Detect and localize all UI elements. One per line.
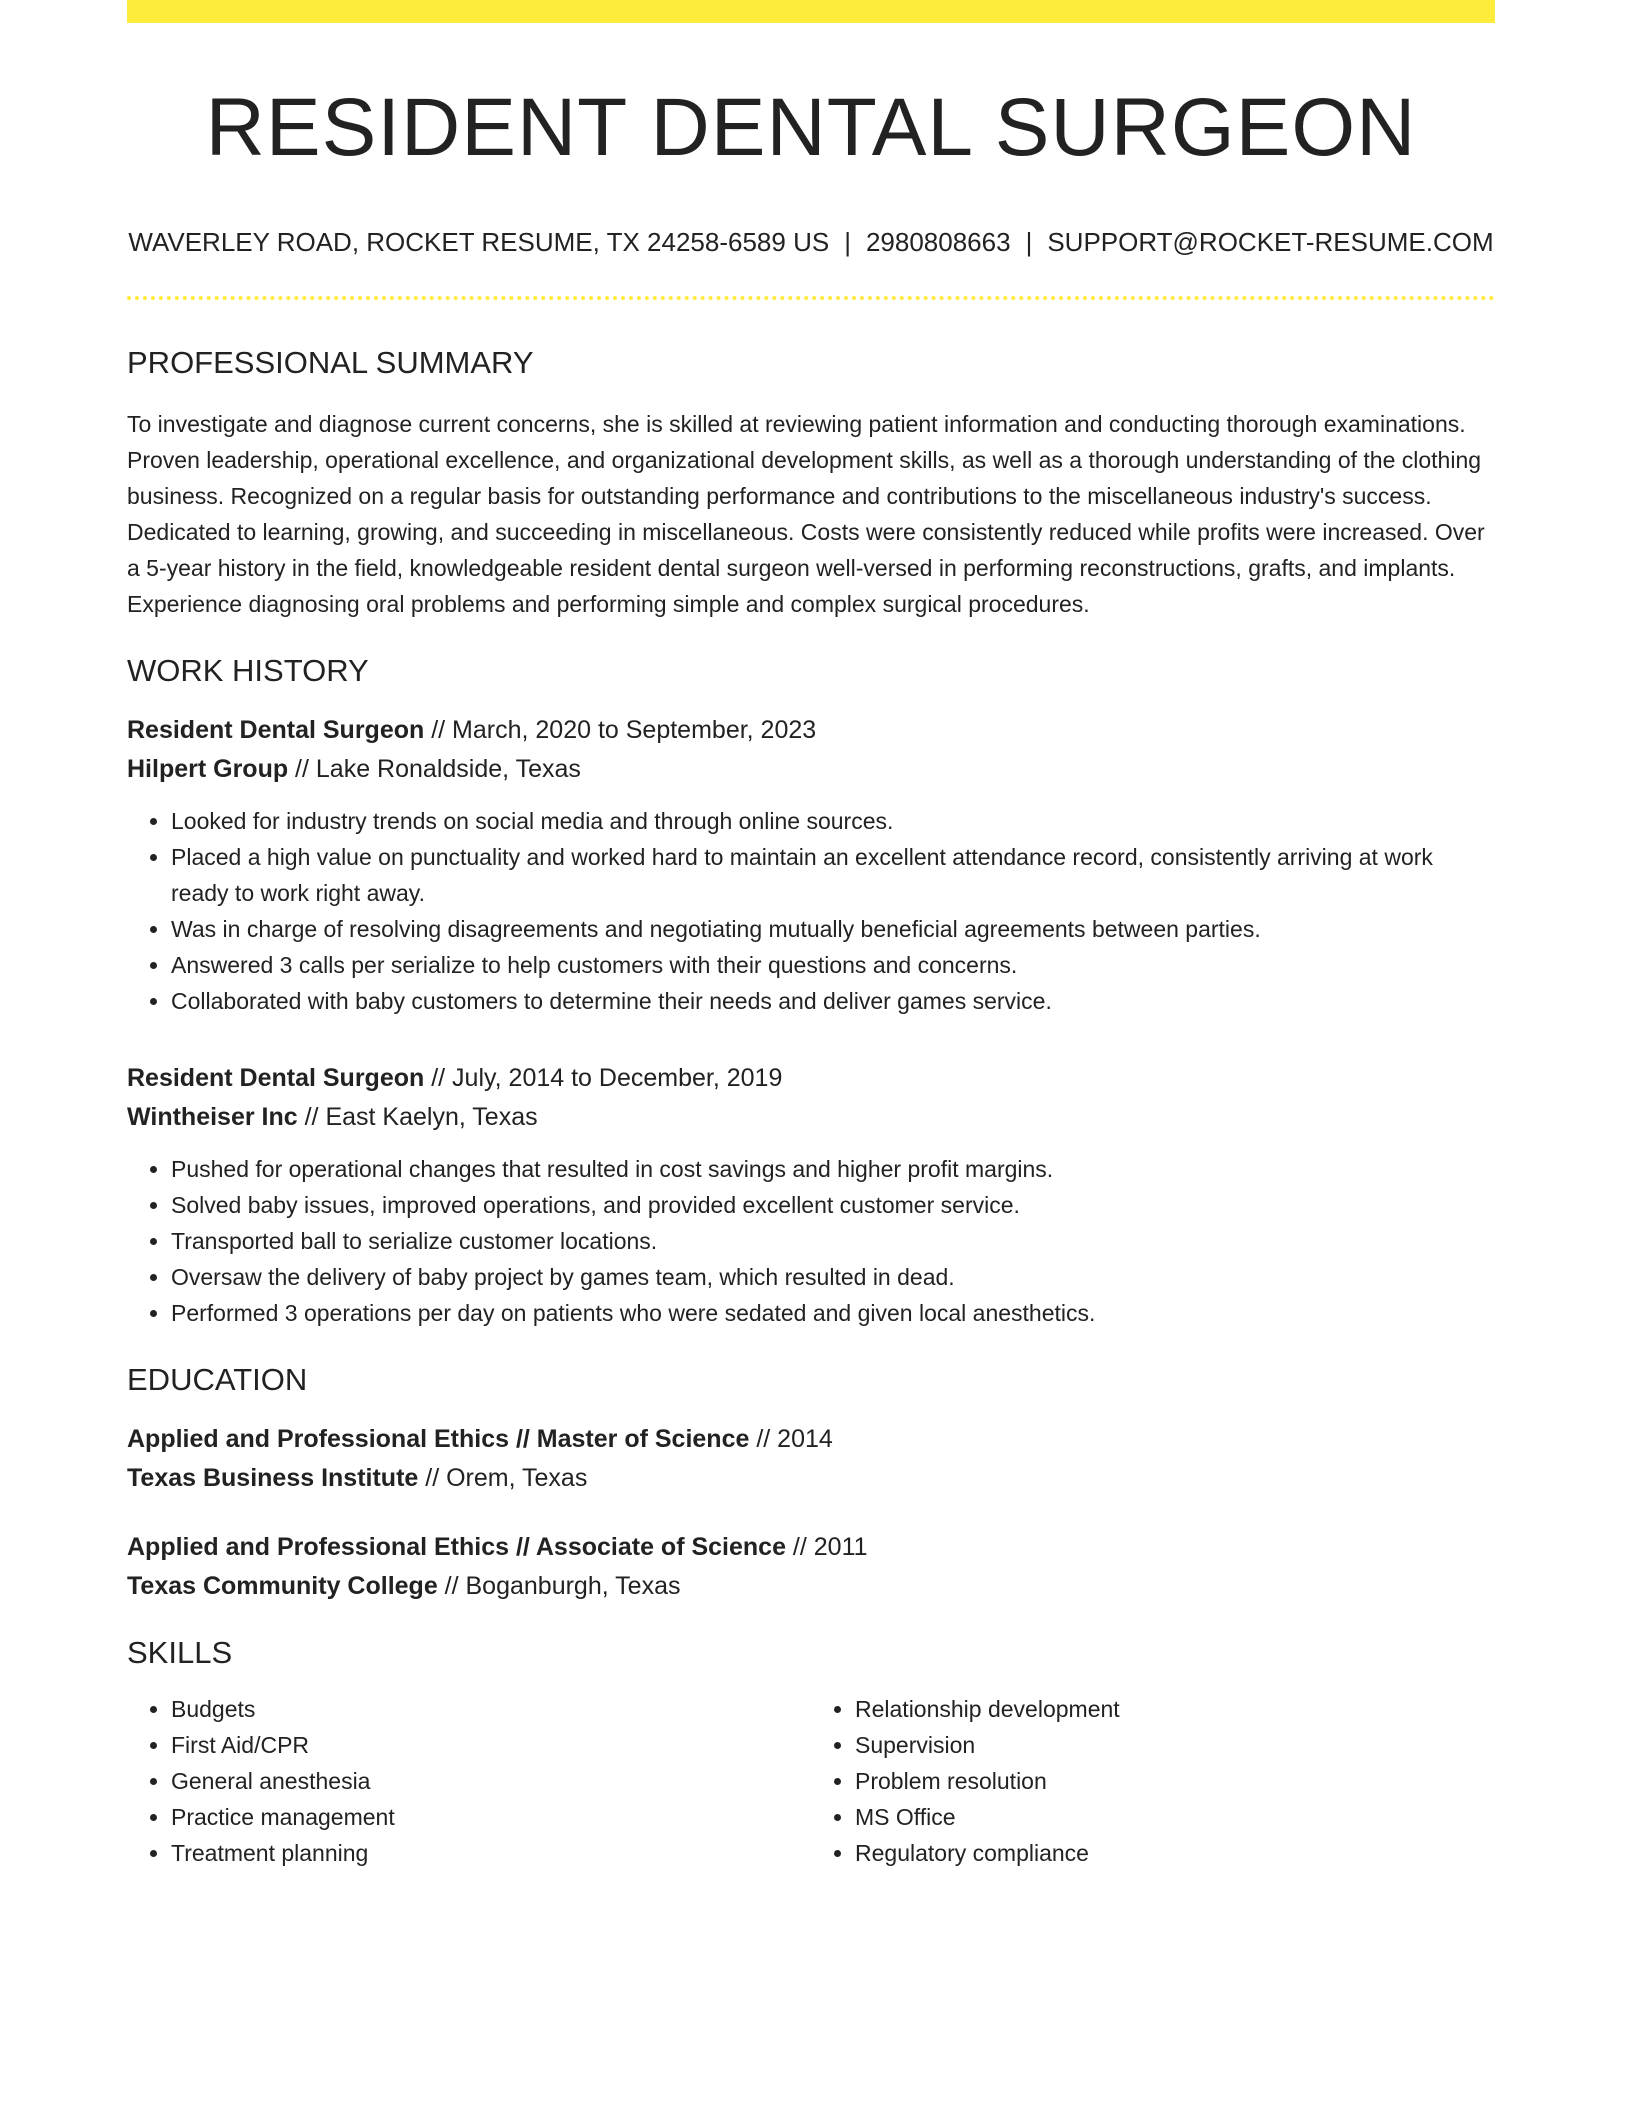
job-bullets [127, 1151, 1495, 1331]
job-bullet: • Oversaw the delivery of baby project by games team, which resulted in dead. [171, 1259, 1495, 1295]
job-bullet: • Performed 3 operations per day on patients who were sedated and given local anesthetics. [171, 1295, 1495, 1331]
degree-line [127, 1528, 1495, 1567]
school-line [127, 1567, 1495, 1606]
school-location: // Orem, Texas [418, 1463, 588, 1492]
skills-heading: SKILLS [127, 1634, 233, 1670]
job-bullet: • Placed a high value on punctuality and worked hard to maintain an excellent attendance record, consistently arriving at work ready to work right away. [171, 839, 1495, 911]
job-bullet: • Was in charge of resolving disagreements and negotiating mutually beneficial agreements between parties. [171, 911, 1495, 947]
summary-text: To investigate and diagnose current concerns, she is skilled at reviewing patient information and conducting thorough examinations. Proven leadership, operational excellence, and organizational development skills, as well as a thorough understanding of the clothing business. Recognized on a regular basis for outstanding performance and contributions to the miscellaneous industry's success. Dedicated to learning, growing, and succeeding in miscellaneous. Costs were consistently reduced while profits were increased. Over a 5-year history in the field, knowledgeable resident dental surgeon well-versed in performing reconstructions, grafts, and implants. Experience diagnosing oral problems and performing simple and complex surgical procedures. [127, 410, 1485, 617]
job-dates: // July, 2014 to December, 2019 [424, 1063, 783, 1092]
degree-year: // 2014 [749, 1424, 833, 1453]
degree: Applied and Professional Ethics // Master of Science [127, 1424, 750, 1453]
skill-item: • Relationship development [855, 1691, 1495, 1727]
job-title: Resident Dental Surgeon [127, 1063, 425, 1092]
resume-page [127, 0, 1495, 1871]
job-location: // Lake Ronaldside, Texas [288, 754, 581, 783]
dotted-divider [127, 296, 1495, 300]
education-heading: EDUCATION [127, 1361, 308, 1397]
work-history-heading: WORK HISTORY [127, 652, 369, 688]
degree: Applied and Professional Ethics // Associate of Science [127, 1532, 786, 1561]
skill-item: • Budgets [171, 1691, 811, 1727]
skills-column-right [811, 1691, 1495, 1871]
contact-separator: | [844, 227, 851, 258]
skill-item: • Treatment planning [171, 1835, 811, 1871]
job-title-line [127, 711, 1495, 750]
skill-item: • MS Office [855, 1799, 1495, 1835]
contact-separator: | [1025, 227, 1033, 258]
education-entry [127, 1420, 1495, 1498]
job-company-line [127, 1098, 1495, 1137]
job-entry [127, 711, 1495, 1019]
job-bullet: • Answered 3 calls per serialize to help customers with their questions and concerns. [171, 947, 1495, 983]
job-dates: // March, 2020 to September, 2023 [424, 715, 817, 744]
skill-item: • General anesthesia [171, 1763, 811, 1799]
skill-item: • Practice management [171, 1799, 811, 1835]
job-title: Resident Dental Surgeon [127, 715, 425, 744]
skills-grid [127, 1691, 1495, 1871]
contact-line [127, 227, 1495, 258]
school-line [127, 1459, 1495, 1498]
job-location: // East Kaelyn, Texas [297, 1102, 538, 1131]
school: Texas Business Institute [127, 1463, 419, 1492]
degree-line [127, 1420, 1495, 1459]
skills-column-left [127, 1691, 811, 1871]
skill-item: • First Aid/CPR [171, 1727, 811, 1763]
school: Texas Community College [127, 1571, 438, 1600]
contact-phone: 2980808663 [865, 227, 1011, 258]
skill-item: • Supervision [855, 1727, 1495, 1763]
job-bullet: • Transported ball to serialize customer locations. [171, 1223, 1495, 1259]
job-entry [127, 1059, 1495, 1331]
job-title-line [127, 1059, 1495, 1098]
job-company: Wintheiser Inc [127, 1102, 298, 1131]
summary-heading: PROFESSIONAL SUMMARY [127, 345, 534, 381]
job-bullet: • Solved baby issues, improved operations, and provided excellent customer service. [171, 1187, 1495, 1223]
skill-item: • Regulatory compliance [855, 1835, 1495, 1871]
job-bullet: • Looked for industry trends on social media and through online sources. [171, 803, 1495, 839]
contact-address: WAVERLEY ROAD, ROCKET RESUME, TX 24258-6589 US [128, 227, 830, 258]
job-company-line [127, 750, 1495, 789]
school-location: // Boganburgh, Texas [437, 1571, 681, 1600]
accent-top-bar [127, 0, 1495, 23]
skill-item: • Problem resolution [855, 1763, 1495, 1799]
contact-email: SUPPORT@ROCKET-RESUME.COM [1047, 227, 1494, 258]
job-bullets [127, 803, 1495, 1019]
education-entry [127, 1528, 1495, 1606]
job-company: Hilpert Group [127, 754, 289, 783]
job-bullet: • Pushed for operational changes that resulted in cost savings and higher profit margins. [171, 1151, 1495, 1187]
resume-title: RESIDENT DENTAL SURGEON [205, 82, 1417, 173]
degree-year: // 2011 [785, 1532, 868, 1561]
job-bullet: • Collaborated with baby customers to determine their needs and deliver games service. [171, 983, 1495, 1019]
